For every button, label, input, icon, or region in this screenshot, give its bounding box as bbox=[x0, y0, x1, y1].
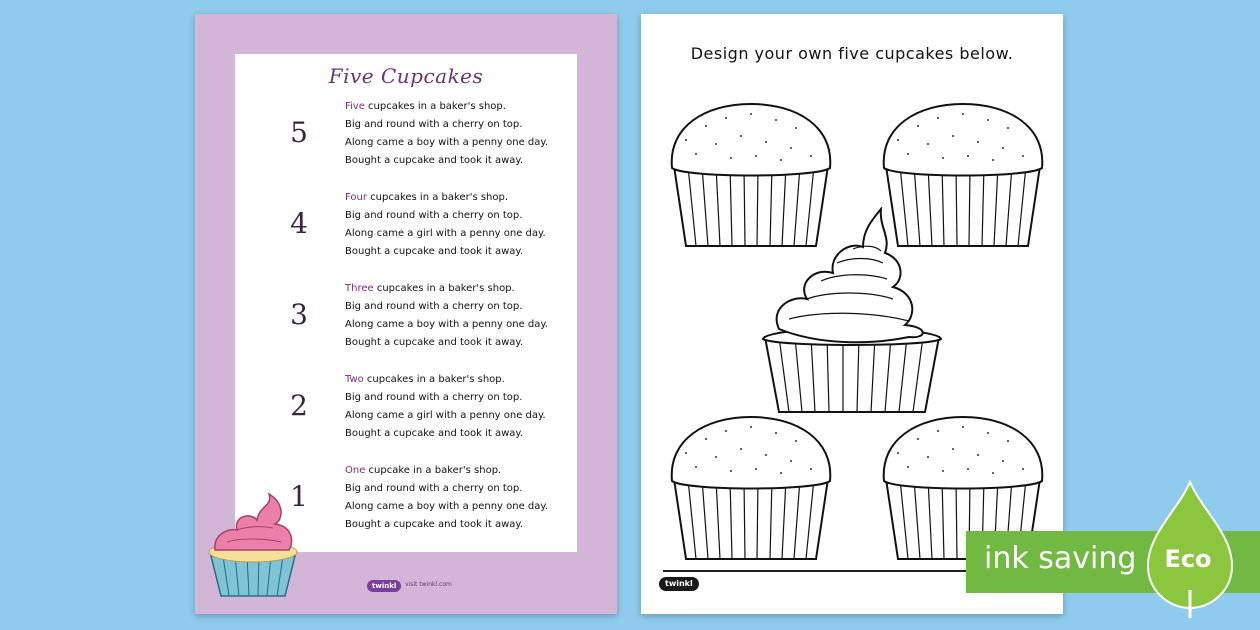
verse-lead-word: One bbox=[345, 465, 366, 476]
verse-number: 1 bbox=[290, 480, 308, 513]
verse-line: Bought a cupcake and took it away. bbox=[345, 519, 524, 530]
frosted-cupcake-illustration bbox=[759, 207, 945, 417]
poem-card bbox=[235, 54, 577, 552]
verse-line: Bought a cupcake and took it away. bbox=[345, 428, 524, 439]
ink-saving-label: ink saving bbox=[984, 541, 1137, 576]
verse-line: Big and round with a cherry on top. bbox=[345, 210, 523, 221]
design-sheet bbox=[641, 14, 1063, 614]
verse-line: Along came a boy with a penny one day. bbox=[345, 501, 549, 512]
verse-line: Bought a cupcake and took it away. bbox=[345, 337, 524, 348]
verse-line: Bought a cupcake and took it away. bbox=[345, 246, 524, 257]
verse-line: cupcakes in a baker's shop. bbox=[363, 374, 505, 385]
verse-line: cupcake in a baker's shop. bbox=[365, 465, 502, 476]
verse-number: 2 bbox=[290, 389, 308, 422]
verse-lead-word: Five bbox=[345, 101, 365, 112]
verse-line: Big and round with a cherry on top. bbox=[345, 301, 523, 312]
verse-line: cupcakes in a baker's shop. bbox=[366, 192, 509, 203]
twinkl-logo: twinkl bbox=[367, 580, 401, 592]
verse-4 bbox=[235, 189, 577, 269]
verse-line: Along came a boy with a penny one day. bbox=[345, 137, 549, 148]
verse-number: 5 bbox=[290, 116, 308, 149]
verse-line: Along came a girl with a penny one day. bbox=[345, 228, 546, 239]
verse-line: Bought a cupcake and took it away. bbox=[345, 155, 524, 166]
cupcake-illustration bbox=[666, 409, 836, 564]
verse-line: Big and round with a cherry on top. bbox=[345, 483, 523, 494]
verse-5 bbox=[235, 98, 577, 178]
verse-line: cupcakes in a baker's shop. bbox=[373, 283, 515, 294]
design-title: Design your own five cupcakes below. bbox=[690, 44, 1014, 63]
verse-number: 3 bbox=[290, 298, 308, 331]
frosted-cupcake-illustration bbox=[203, 484, 303, 604]
verse-line: Big and round with a cherry on top. bbox=[345, 119, 523, 130]
verse-line: Big and round with a cherry on top. bbox=[345, 392, 523, 403]
verse-line: Along came a girl with a penny one day. bbox=[345, 410, 546, 421]
verse-number: 4 bbox=[290, 207, 308, 240]
verse-3 bbox=[235, 280, 577, 360]
eco-badge-text: Eco bbox=[1164, 545, 1212, 573]
verse-lead-word: Two bbox=[345, 374, 364, 385]
twinkl-logo: twinkl bbox=[659, 577, 699, 591]
poem-sheet bbox=[195, 14, 617, 614]
verse-line: cupcakes in a baker's shop. bbox=[364, 101, 506, 112]
twinkl-url: visit twinkl.com bbox=[405, 581, 452, 588]
verse-line: Along came a boy with a penny one day. bbox=[345, 319, 549, 330]
verse-lead-word: Four bbox=[345, 192, 367, 203]
verse-2 bbox=[235, 371, 577, 451]
poem-title: Five Cupcakes bbox=[328, 64, 484, 88]
verse-lead-word: Three bbox=[345, 283, 374, 294]
